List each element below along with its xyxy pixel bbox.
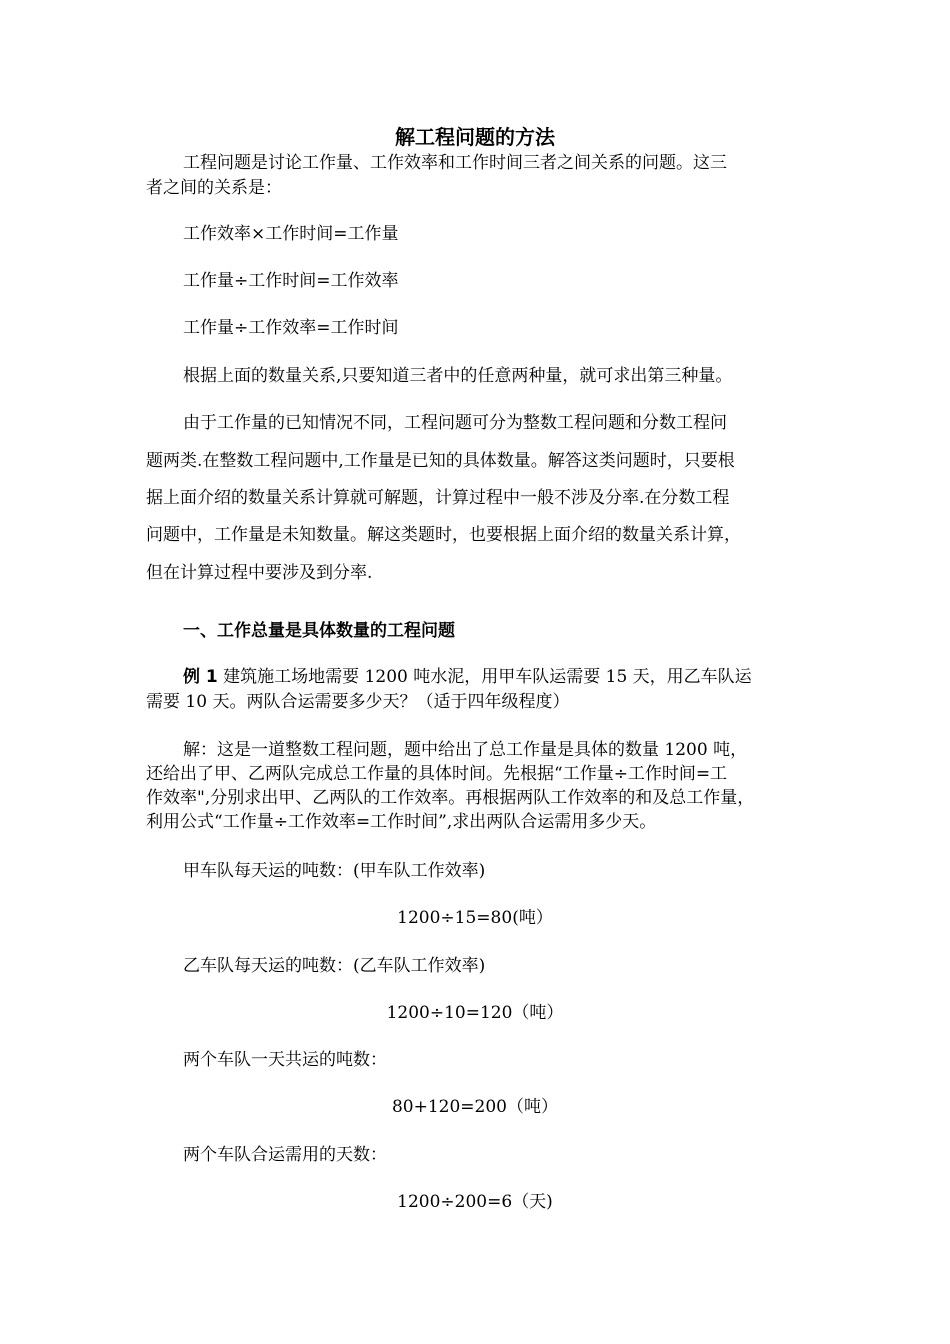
step-label: 乙车队每天运的吨数：(乙车队工作效率) (183, 956, 486, 976)
relation-note: 根据上面的数量关系,只要知道三者中的任意两种量，就可求出第三种量。 (183, 366, 733, 386)
classification-line: 题两类.在整数工程问题中,工作量是已知的具体数量。解答这类问题时，只要根 (146, 451, 735, 471)
step-label: 甲车队每天运的吨数：(甲车队工作效率) (183, 861, 486, 881)
formula-work-div-efficiency: 工作量÷工作效率=工作时间 (183, 318, 399, 338)
example-line (183, 665, 752, 689)
solution-line: 还给出了甲、乙两队完成总工作量的具体时间。先根据“工作量÷工作时间=工 (146, 764, 728, 784)
solution-line: 利用公式“工作量÷工作效率=工作时间”,求出两队合运需用多少天。 (146, 812, 657, 832)
step-label: 两个车队合运需用的天数： (183, 1145, 387, 1165)
step-calculation: 1200÷10=120（吨） (386, 1003, 564, 1023)
classification-line: 问题中，工作量是未知数量。解这类题时，也要根据上面介绍的数量关系计算， (146, 525, 741, 545)
formula-efficiency-times-time: 工作效率×工作时间=工作量 (183, 224, 399, 244)
intro-line: 工程问题是讨论工作量、工作效率和工作时间三者之间关系的问题。这三 (183, 153, 727, 173)
solution-line: 作效率",分别求出甲、乙两队的工作效率。再根据两队工作效率的和及总工作量， (146, 788, 755, 808)
solution-line: 解：这是一道整数工程问题，题中给出了总工作量是具体的数量 1200 吨， (183, 740, 748, 760)
example-line: 需要 10 天。两队合运需要多少天？（适于四年级程度） (146, 692, 570, 712)
classification-line: 由于工作量的已知情况不同，工程问题可分为整数工程问题和分数工程问 (183, 413, 727, 433)
classification-line: 据上面介绍的数量关系计算就可解题，计算过程中一般不涉及分率.在分数工程 (146, 488, 730, 508)
intro-line: 者之间的关系是： (146, 178, 282, 198)
example-label: 例 1 (183, 667, 218, 687)
step-calculation: 80+120=200（吨） (391, 1097, 558, 1117)
step-calculation: 1200÷200=6（天) (397, 1192, 553, 1212)
classification-line: 但在计算过程中要涉及到分率. (146, 563, 373, 583)
section-heading: 一、工作总量是具体数量的工程问题 (183, 621, 455, 641)
document-title: 解工程问题的方法 (395, 125, 555, 149)
step-label: 两个车队一天共运的吨数： (183, 1050, 387, 1070)
step-calculation: 1200÷15=80(吨） (397, 908, 553, 928)
example-text: 建筑施工场地需要 1200 吨水泥，用甲车队运需要 15 天，用乙车队运 (217, 667, 752, 687)
formula-work-div-time: 工作量÷工作时间=工作效率 (183, 271, 399, 291)
